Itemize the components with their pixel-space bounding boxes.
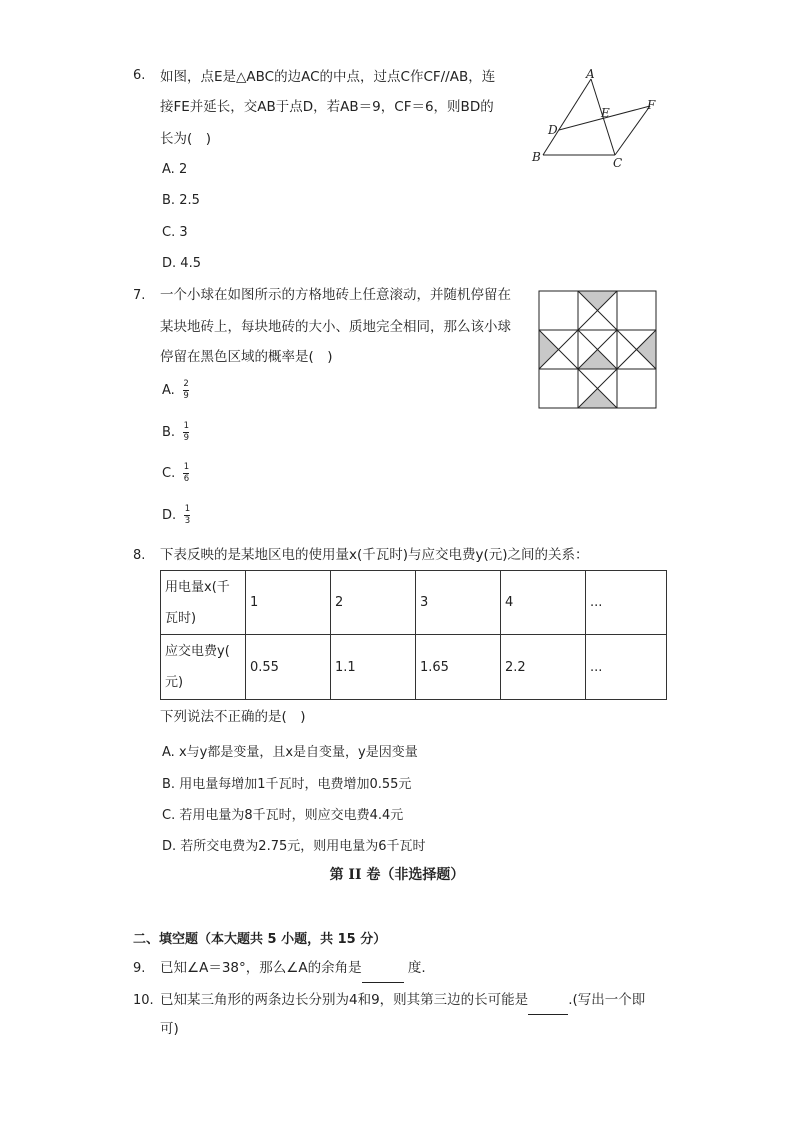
question-stem-line: 可)	[160, 1021, 179, 1037]
option-label: C.	[162, 225, 176, 240]
question-stem	[160, 953, 426, 983]
fraction	[184, 505, 190, 526]
table-cell: 1	[246, 571, 331, 635]
table-header-cell	[161, 571, 246, 635]
table-cell: ...	[586, 635, 667, 700]
option-b[interactable]	[162, 422, 189, 443]
table-row	[161, 635, 667, 700]
shaded-triangle	[578, 350, 617, 370]
question-stem-line: 如图，点E是△ABC的边AC的中点，过点C作CF//AB，连	[160, 69, 496, 85]
option-b[interactable]	[162, 193, 200, 208]
numerator: 1	[184, 504, 191, 514]
table-cell: 3	[416, 571, 501, 635]
option-text: 若所交电费为2.75元，则用电量为6千瓦时	[180, 839, 426, 854]
denominator: 9	[183, 391, 189, 401]
question-stem-line: 某块地砖上，每块地砖的大小、质地完全相同，那么该小球	[160, 319, 511, 335]
option-a[interactable]	[162, 741, 418, 760]
table-cell: 2	[331, 571, 416, 635]
option-label: D.	[162, 508, 177, 523]
header-line: 应交电费y(	[165, 644, 230, 659]
label-a: A	[586, 67, 595, 81]
table-cell: 1.1	[331, 635, 416, 700]
table-cell: 1.65	[416, 635, 501, 700]
option-c[interactable]	[162, 225, 188, 240]
question-number: 6.	[133, 68, 146, 83]
option-label: A.	[162, 383, 175, 398]
fraction	[183, 422, 189, 443]
shaded-triangle	[578, 291, 617, 311]
option-label: B.	[162, 193, 176, 208]
table-header-cell	[161, 635, 246, 700]
option-label: C.	[162, 466, 176, 481]
fraction	[183, 380, 189, 401]
question-stem: 下表反映的是某地区电的使用量x(千瓦时)与应交电费y(元)之间的关系：	[160, 547, 589, 563]
question-number: 7.	[133, 288, 146, 303]
table-cell: 2.2	[501, 635, 586, 700]
option-text: 用电量每增加1千瓦时，电费增加0.55元	[179, 777, 412, 792]
question-stem-line: 一个小球在如图所示的方格地砖上任意滚动，并随机停留在	[160, 287, 511, 303]
stem-text: 度.	[407, 960, 426, 976]
question-number: 8.	[133, 548, 146, 563]
answer-blank[interactable]	[362, 968, 404, 983]
option-label: B.	[162, 777, 176, 792]
option-label: A.	[162, 162, 175, 177]
shaded-triangle	[539, 330, 559, 369]
option-text: 若用电量为8千瓦时，则应交电费4.4元	[179, 808, 404, 823]
option-label: B.	[162, 425, 176, 440]
question-stem-line: 接FE并延长，交AB于点D，若AB＝9，CF＝6，则BD的	[160, 99, 494, 115]
label-b: B	[532, 150, 541, 164]
numerator: 2	[183, 379, 189, 389]
option-label: D.	[162, 839, 177, 854]
label-f: F	[647, 98, 656, 112]
header-line: 瓦时)	[165, 610, 197, 626]
fraction	[183, 463, 189, 484]
question-number: 10.	[133, 993, 154, 1008]
denominator: 9	[183, 433, 190, 443]
tile-grid-figure	[538, 290, 658, 410]
option-c[interactable]	[162, 804, 403, 823]
option-text: x与y都是变量，且x是自变量，y是因变量	[178, 745, 418, 760]
option-c[interactable]	[162, 463, 189, 484]
question-prompt: 下列说法不正确的是( )	[160, 709, 306, 725]
volume-title: 第 II 卷（非选择题）	[329, 867, 465, 883]
shaded-triangle	[637, 330, 657, 369]
denominator: 3	[184, 516, 191, 526]
stem-text: 已知某三角形的两条边长分别为4和9，则其第三边的长可能是	[160, 992, 529, 1008]
denominator: 6	[183, 474, 190, 484]
option-d[interactable]	[162, 505, 190, 526]
table-cell: ...	[586, 571, 667, 635]
option-text: 2	[178, 162, 188, 177]
shaded-triangle	[578, 389, 617, 409]
option-label: D.	[162, 256, 177, 271]
stem-text: 已知∠A＝38°，那么∠A的余角是	[160, 960, 362, 976]
option-label: C.	[162, 808, 176, 823]
question-stem-line: 停留在黑色区域的概率是( )	[160, 349, 333, 365]
option-a[interactable]	[162, 380, 189, 401]
label-c: C	[613, 156, 623, 170]
table-cell: 4	[501, 571, 586, 635]
label-e: E	[601, 106, 610, 120]
option-a[interactable]	[162, 162, 187, 177]
segment-ab	[543, 79, 591, 155]
table-row	[161, 571, 667, 635]
option-text: 2.5	[179, 193, 200, 208]
question-number: 9.	[133, 961, 146, 976]
answer-blank[interactable]	[528, 1000, 568, 1015]
numerator: 1	[183, 421, 190, 431]
stem-text: .(写出一个即	[568, 992, 646, 1008]
option-text: 3	[179, 225, 188, 240]
label-d: D	[548, 123, 558, 137]
section-title: 二、填空题（本大题共 5 小题，共 15 分）	[133, 932, 387, 947]
numerator: 1	[183, 462, 190, 472]
option-b[interactable]	[162, 773, 411, 792]
header-line: 用电量x(千	[165, 579, 230, 595]
option-d[interactable]	[162, 835, 426, 854]
question-stem-line: 长为( )	[160, 131, 212, 147]
question-stem	[160, 985, 645, 1015]
triangle-figure	[525, 66, 665, 174]
option-d[interactable]	[162, 256, 201, 271]
table-cell: 0.55	[246, 635, 331, 700]
option-label: A.	[162, 745, 175, 760]
header-line: 元)	[165, 675, 184, 690]
electricity-table	[160, 570, 667, 700]
option-text: 4.5	[180, 256, 201, 271]
